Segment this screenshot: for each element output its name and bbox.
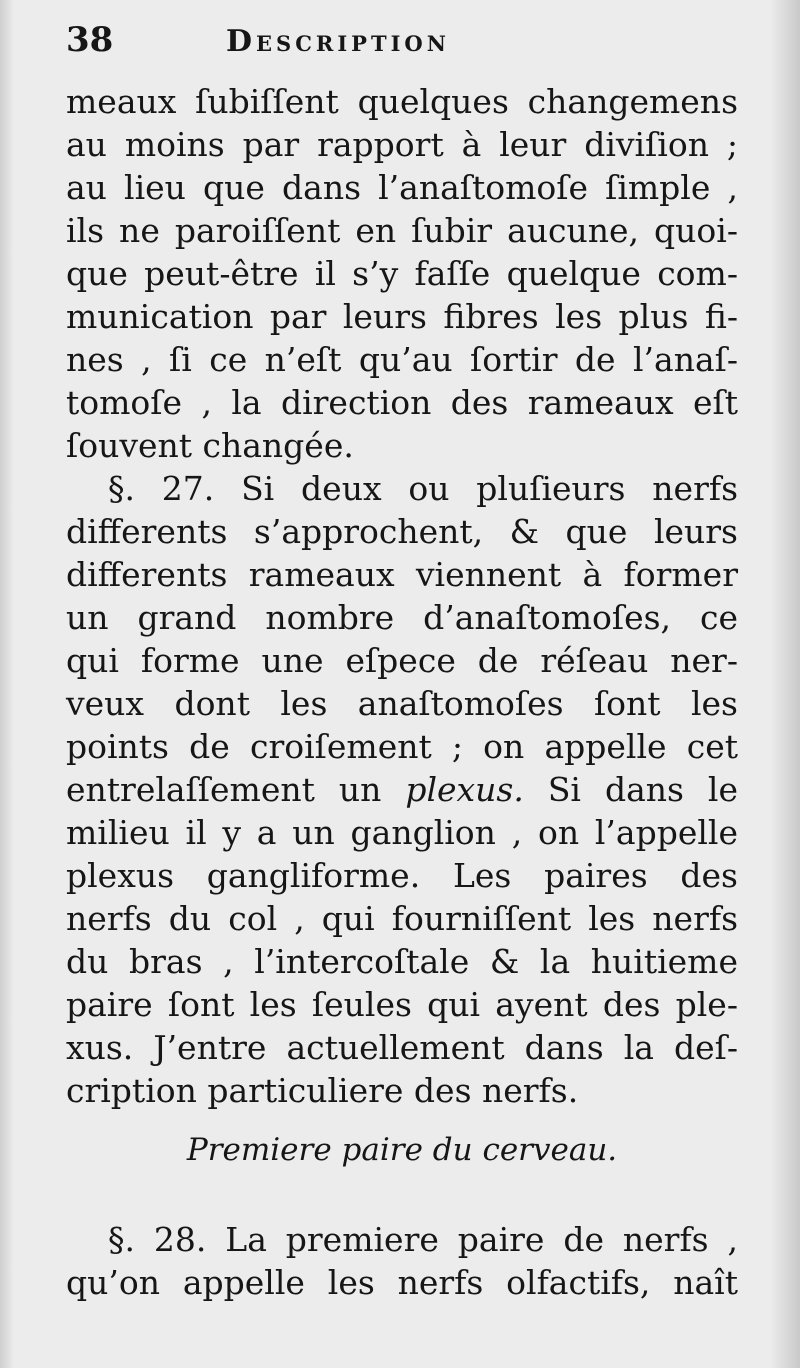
page-header [66,14,606,64]
text-line: §. 27. Si deux ou pluſieurs nerfs [108,469,738,508]
body-text [66,80,738,1112]
paragraph-2 [66,467,738,1112]
text-line: que peut-être il s’y faſſe quelque com- [66,254,738,293]
text-line: ſouvent changée. [66,426,354,465]
text-line: paire ſont les ſeules qui ayent des ple- [66,985,738,1024]
text-line: tomoſe , la direction des rameaux eſt [66,383,738,422]
text-line: plexus gangliforme. Les paires des [66,856,738,895]
section-heading: Premiere paire du cerveau. [186,1132,618,1168]
text-line: points de croiſement ; on appelle cet [66,727,738,766]
page-number: 38 [66,20,114,60]
text-line: qui forme une eſpece de réſeau ner- [66,641,738,680]
text-line: milieu il y a un ganglion , on l’appelle [66,813,738,852]
text-line: au lieu que dans l’anaſtomoſe ſimple , [66,168,738,207]
text-line: differents s’approchent, & que leurs [66,512,738,551]
binding-shadow [0,0,14,1368]
text-line: entrelaſſement un plexus. Si dans le [66,770,739,809]
text-line: cription particuliere des nerfs. [66,1071,579,1110]
text-line: munication par leurs fibres les plus fi- [66,297,738,336]
text-line: au moins par rapport à leur diviſion ; [66,125,738,164]
paragraph-1 [66,80,738,467]
text-line: differents rameaux viennent à former [66,555,738,594]
text-line: §. 28. La premiere paire de nerfs , [108,1220,738,1259]
text-line: nerfs du col , qui fourniſſent les nerfs [66,899,738,938]
text-line: du bras , l’intercoſtale & la huitieme [66,942,738,981]
text-line: meaux ſubiſſent quelques changemens [66,82,738,121]
italic-term: plexus. [405,770,524,809]
text-line: qu’on appelle les nerfs olfactifs, naît [66,1263,738,1302]
text-line: ils ne paroiſſent en ſubir aucune, quoi- [66,211,738,250]
text-line: xus. J’entre actuellement dans la deſ- [66,1028,738,1067]
text-line: nes , ſi ce n’eſt qu’au ſortir de l’anaſ- [66,340,738,379]
body-text-continued [66,1218,738,1304]
page-edge-shadow [770,0,800,1368]
paragraph-3 [66,1218,738,1304]
text-line: un grand nombre d’anaſtomoſes, ce [66,598,738,637]
text-line: veux dont les anaſtomoſes ſont les [66,684,738,723]
running-head: Description [226,24,450,59]
